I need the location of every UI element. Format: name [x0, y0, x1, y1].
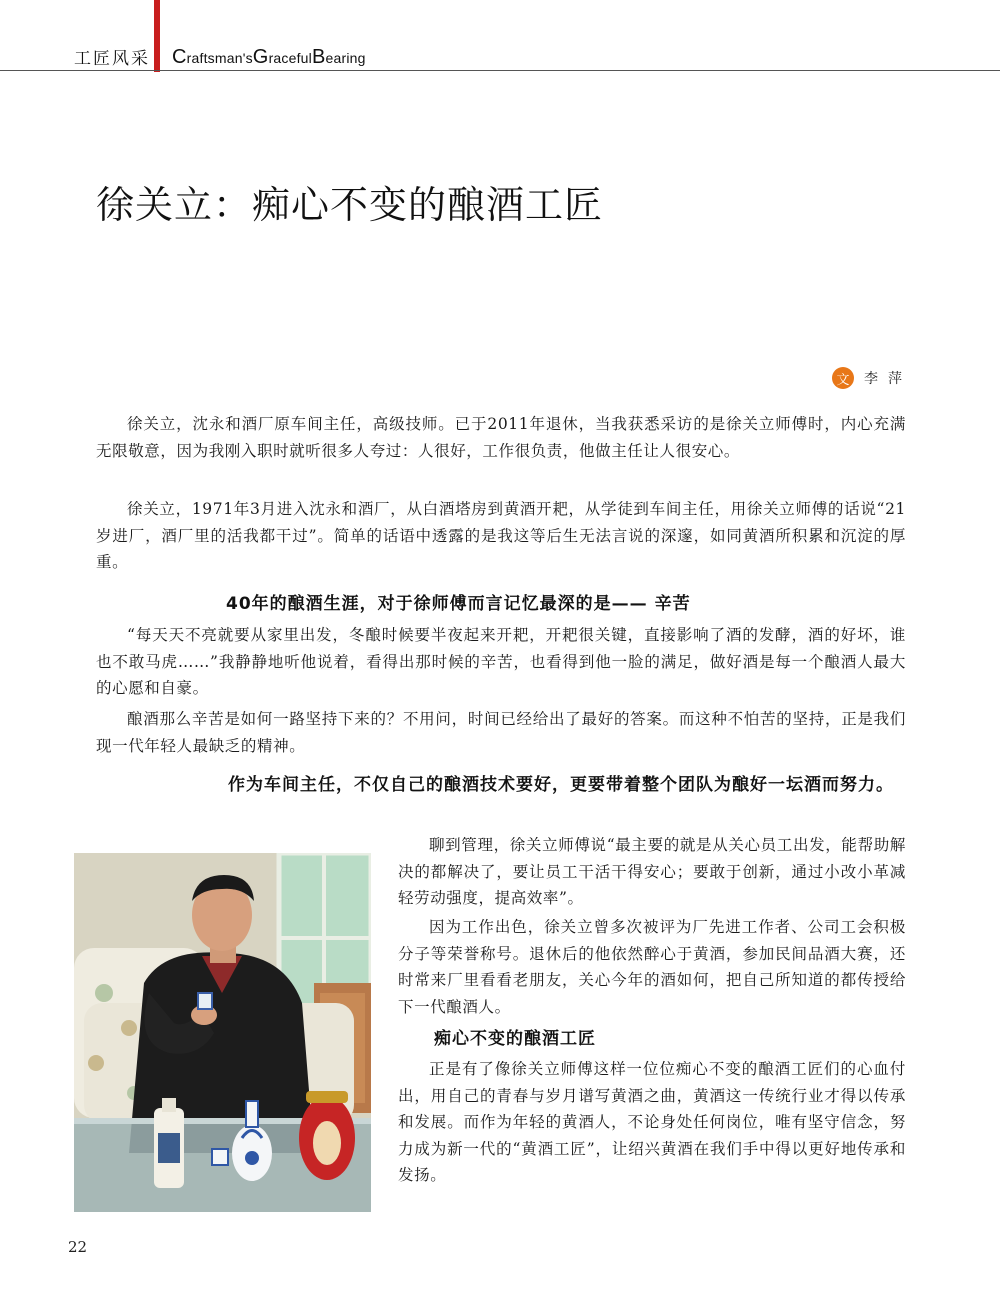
- paragraph: 因为工作出色，徐关立曾多次被评为厂先进工作者、公司工会积极分子等荣誉称号。退休后的他依然醉心于黄酒，参加民间品酒大赛，还时常来厂里看看老朋友，关心今年的酒如何，把自己所知道的都传授给下一代酿酒人。: [398, 918, 906, 1016]
- subheading: 作为车间主任，不仅自己的酿酒技术要好，更要带着整个团队为酿好一坛酒而努力。: [228, 775, 894, 795]
- paragraph: 聊到管理，徐关立师傅说“最主要的就是从关心员工出发，能帮助解决的都解决了，要让员工干活干得安心；要敢于创新，通过小改小革减轻劳动强度，提高效率”。: [398, 836, 906, 907]
- byline-badge: 文: [832, 367, 854, 389]
- section-title-en: [172, 46, 366, 69]
- paragraph: 徐关立，沈永和酒厂原车间主任，高级技师。已于2011年退休，当我获悉采访的是徐关立师傅时，内心充满无限敬意，因为我刚入职时就听很多人夸过：人很好，工作很负责，他做主任让人很安心。: [96, 415, 906, 460]
- subheading: 痴心不变的酿酒工匠: [434, 1029, 596, 1049]
- section-en-word: Graceful: [252, 46, 312, 68]
- article-title: 徐关立：痴心不变的酿酒工匠: [96, 183, 604, 227]
- page-number: 22: [68, 1238, 88, 1256]
- byline: [832, 366, 912, 390]
- paragraph: “每天天不亮就要从家里出发，冬酿时候要半夜起来开耙，开耙很关键，直接影响了酒的发酵，酒的好坏，谁也不敢马虎……”我静静地听他说着，看得出那时候的辛苦，也看得到他一脸的满足，做好酒是每一个酿酒人最大的心愿和自豪。: [96, 626, 906, 697]
- photo-man-drinking-wine: [74, 853, 371, 1212]
- header-rule: [0, 70, 1000, 71]
- subheading: 40年的酿酒生涯，对于徐师傅而言记忆最深的是—— 辛苦: [226, 594, 691, 614]
- section-en-word: Craftsman's: [172, 46, 253, 68]
- section-title-cn: 工匠风采: [74, 49, 150, 69]
- header-accent-bar: [154, 0, 160, 72]
- author-name: 李萍: [864, 371, 912, 387]
- paragraph: 徐关立，1971年3月进入沈永和酒厂，从白酒塔房到黄酒开耙，从学徒到车间主任，用徐关立师傅的话说“21岁进厂，酒厂里的活我都干过”。简单的话语中透露的是我这等后生无法言说的深邃，如同黄酒所积累和沉淀的厚重。: [96, 500, 906, 571]
- section-en-word: Bearing: [311, 46, 366, 68]
- paragraph: 正是有了像徐关立师傅这样一位位痴心不变的酿酒工匠们的心血付出，用自己的青春与岁月谱写黄酒之曲，黄酒这一传统行业才得以传承和发展。而作为年轻的黄酒人，不论身处任何岗位，唯有坚守信念，努力成为新一代的“黄酒工匠”，让绍兴黄酒在我们手中得以更好地传承和发扬。: [398, 1060, 906, 1184]
- paragraph: 酿酒那么辛苦是如何一路坚持下来的？不用问，时间已经给出了最好的答案。而这种不怕苦的坚持，正是我们现一代年轻人最缺乏的精神。: [96, 710, 906, 755]
